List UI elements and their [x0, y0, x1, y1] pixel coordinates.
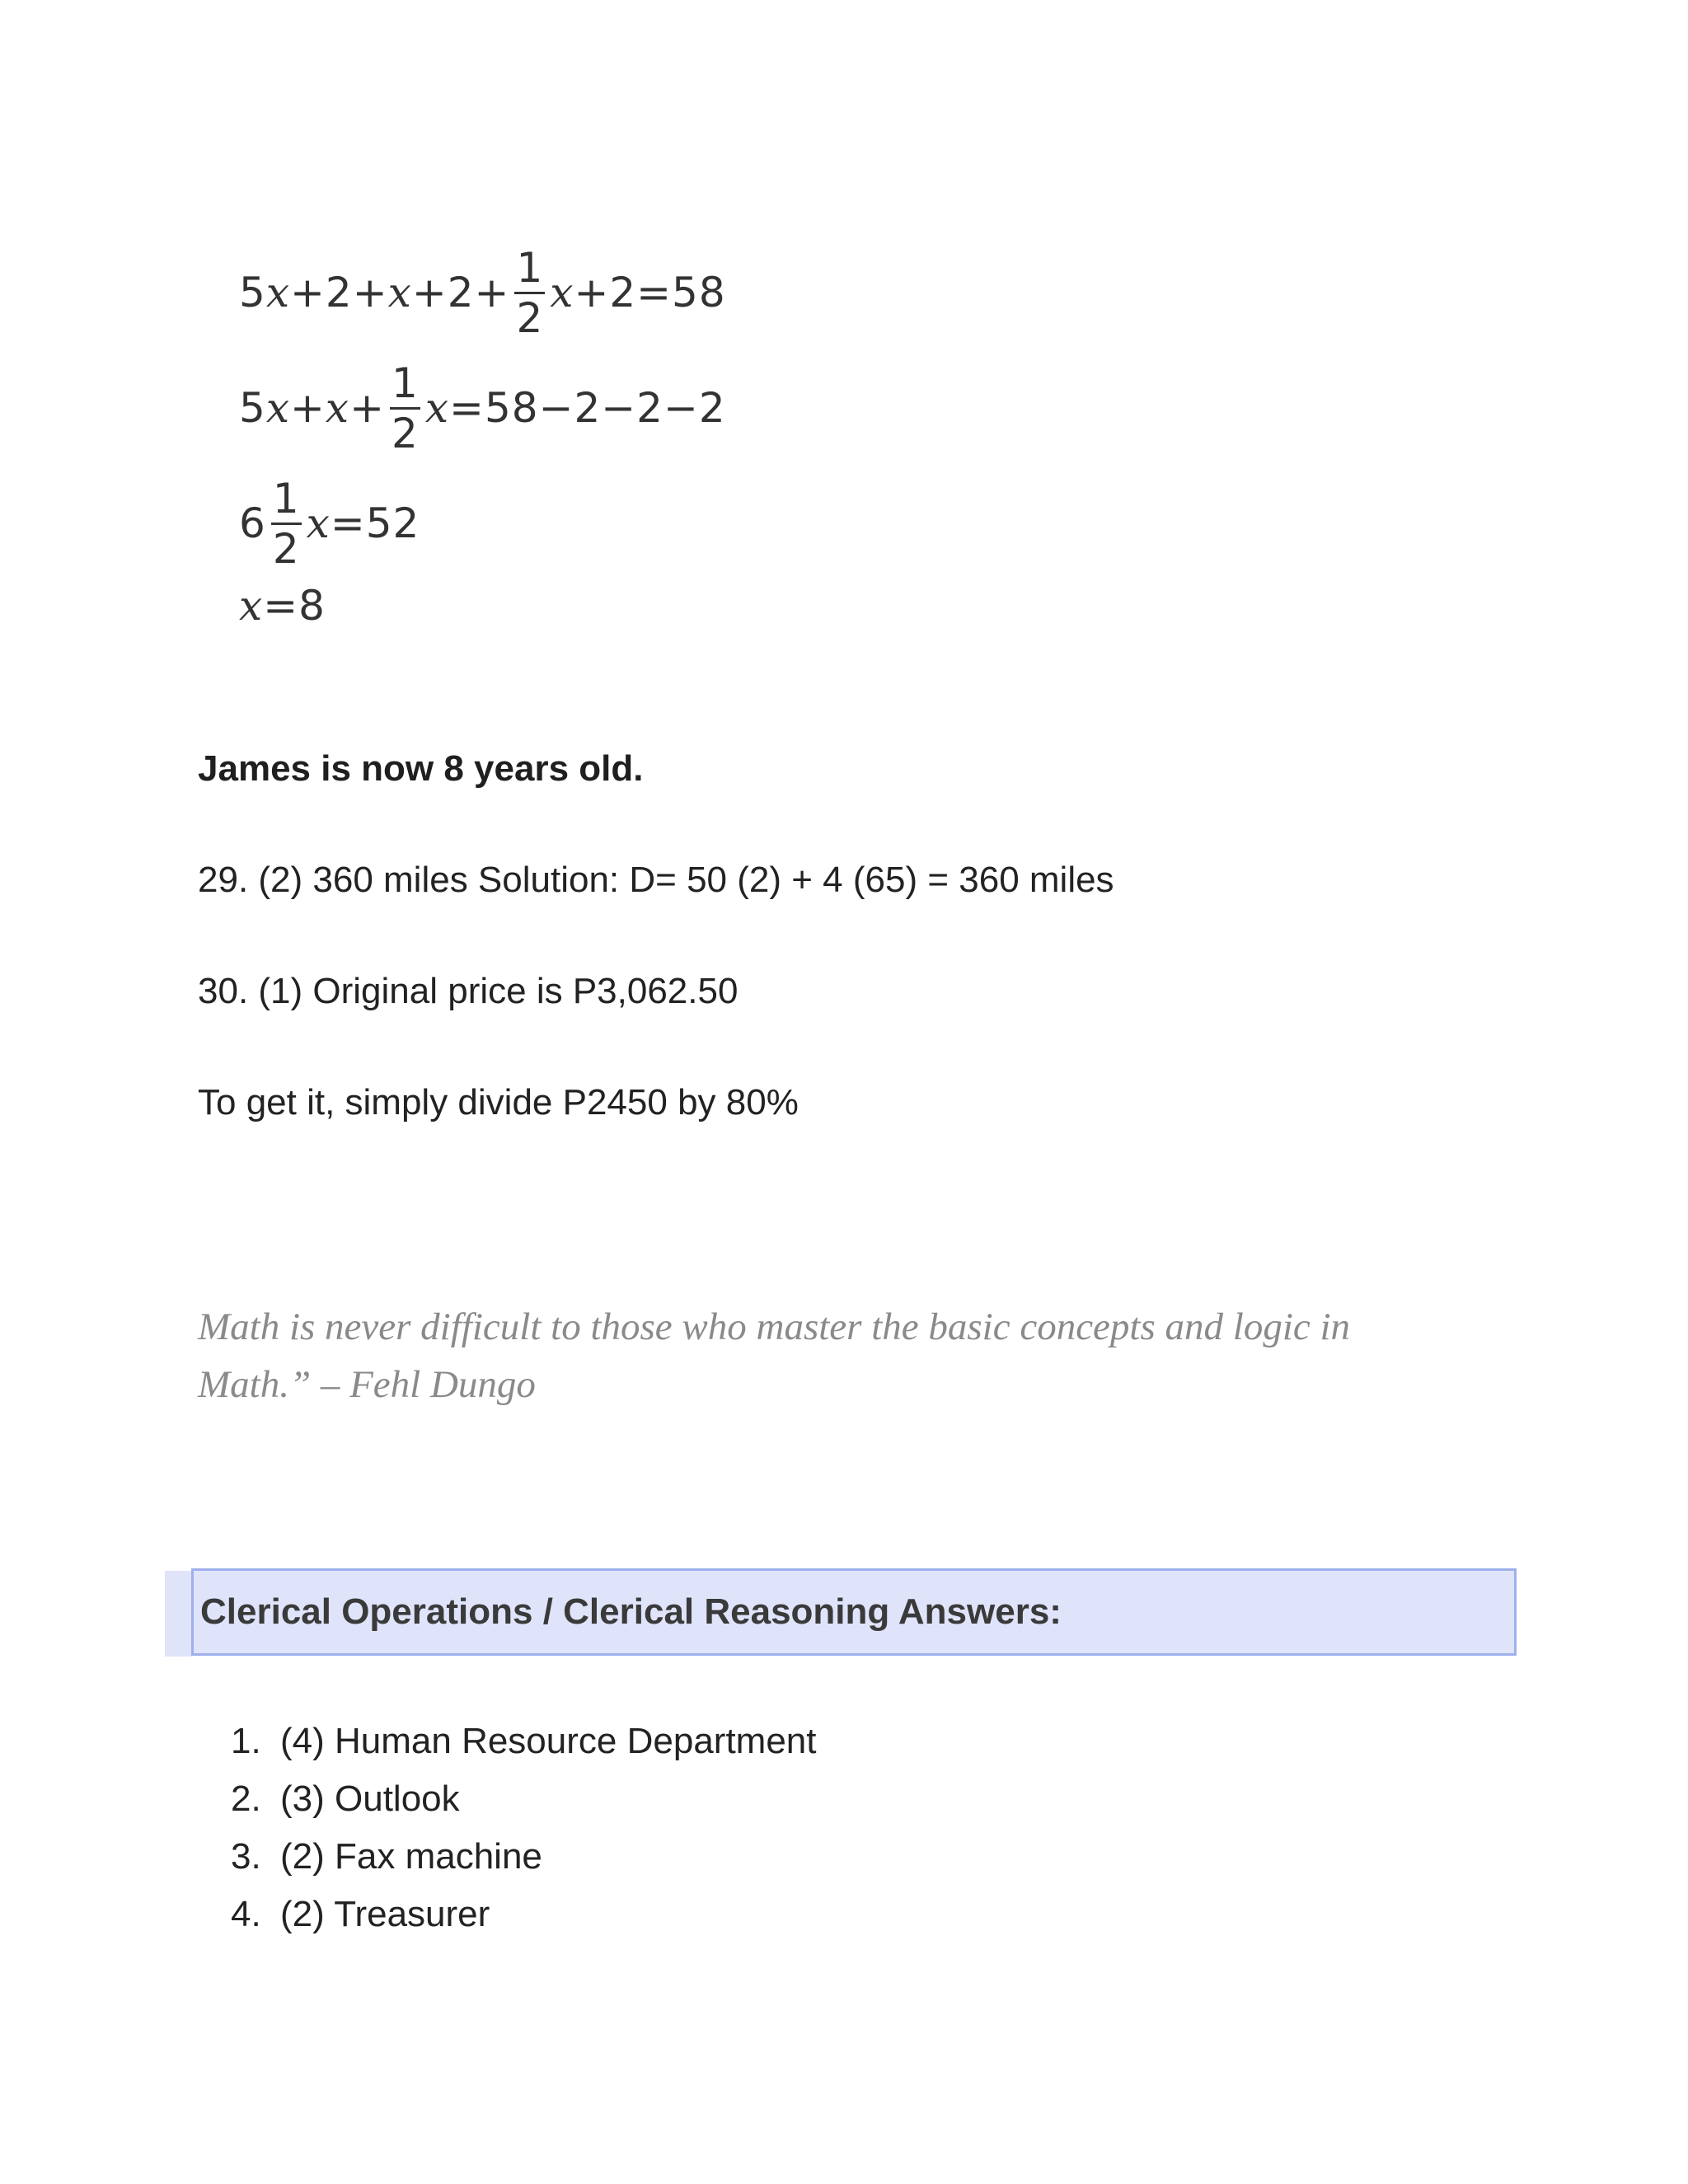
eq-variable: x: [387, 269, 412, 316]
eq-variable: x: [550, 269, 574, 316]
answer-item-30-note: To get it, simply divide P2450 by 80%: [198, 1082, 799, 1122]
quote-line-1: Math is never difficult to those who master the basic concepts and logic in: [198, 1305, 1351, 1348]
eq-variable: x: [239, 582, 264, 630]
list-item: [231, 1886, 816, 1943]
section-heading: Clerical Operations / Clerical Reasoning Answers:: [200, 1591, 1062, 1632]
heading-accent-bar: [165, 1571, 193, 1657]
equation-line-1: [239, 243, 726, 342]
eq-variable: x: [306, 499, 331, 547]
eq-term: +2+: [290, 269, 388, 316]
quote-line-2: Math.” – Fehl Dungo: [198, 1363, 536, 1406]
frac-numerator: 1: [272, 474, 300, 523]
equation-image: [239, 243, 725, 639]
frac-denominator: 2: [516, 293, 544, 342]
answer-item-30: 30. (1) Original price is P3,062.50: [198, 971, 738, 1011]
eq-variable: x: [265, 384, 291, 432]
frac-numerator: 1: [516, 243, 544, 292]
list-item-number: 2.: [231, 1779, 261, 1819]
eq-term: 6: [239, 499, 266, 547]
frac-denominator: 2: [272, 524, 300, 573]
frac-denominator: 2: [392, 409, 419, 457]
list-item: [231, 1770, 816, 1828]
equation-line-4: [239, 569, 326, 643]
list-item-text: (4) Human Resource Department: [280, 1721, 817, 1761]
eq-variable: x: [424, 384, 450, 432]
list-item-number: 3.: [231, 1836, 261, 1877]
eq-term: =58−2−2−2: [449, 384, 726, 432]
answer-statement: James is now 8 years old.: [198, 748, 644, 789]
section-heading-box: [191, 1568, 1517, 1656]
eq-term: +: [349, 384, 386, 432]
equation-line-3: [239, 474, 420, 573]
list-item-text: (2) Fax machine: [280, 1836, 542, 1877]
eq-variable: x: [265, 269, 291, 316]
eq-variable: x: [325, 384, 350, 432]
eq-fraction: [390, 359, 420, 457]
eq-term: 5: [239, 269, 266, 316]
list-item-number: 4.: [231, 1894, 261, 1934]
answers-list: [231, 1713, 816, 1943]
eq-term: =8: [263, 582, 326, 630]
list-item: [231, 1713, 816, 1770]
eq-term: +2+: [411, 269, 510, 316]
equation-line-2: [239, 359, 726, 457]
eq-fraction: [271, 474, 302, 573]
list-item: [231, 1828, 816, 1886]
answer-item-29: 29. (2) 360 miles Solution: D= 50 (2) + 4 (65) = 360 miles: [198, 860, 1114, 900]
eq-term: +: [290, 384, 326, 432]
list-item-text: (3) Outlook: [280, 1779, 460, 1819]
eq-fraction: [514, 243, 545, 342]
list-item-text: (2) Treasurer: [280, 1894, 490, 1934]
list-item-number: 1.: [231, 1721, 261, 1761]
eq-term: 5: [239, 384, 266, 432]
quote: [198, 1298, 1517, 1413]
eq-term: =52: [330, 499, 420, 547]
frac-numerator: 1: [392, 359, 419, 407]
eq-term: +2=58: [574, 269, 726, 316]
